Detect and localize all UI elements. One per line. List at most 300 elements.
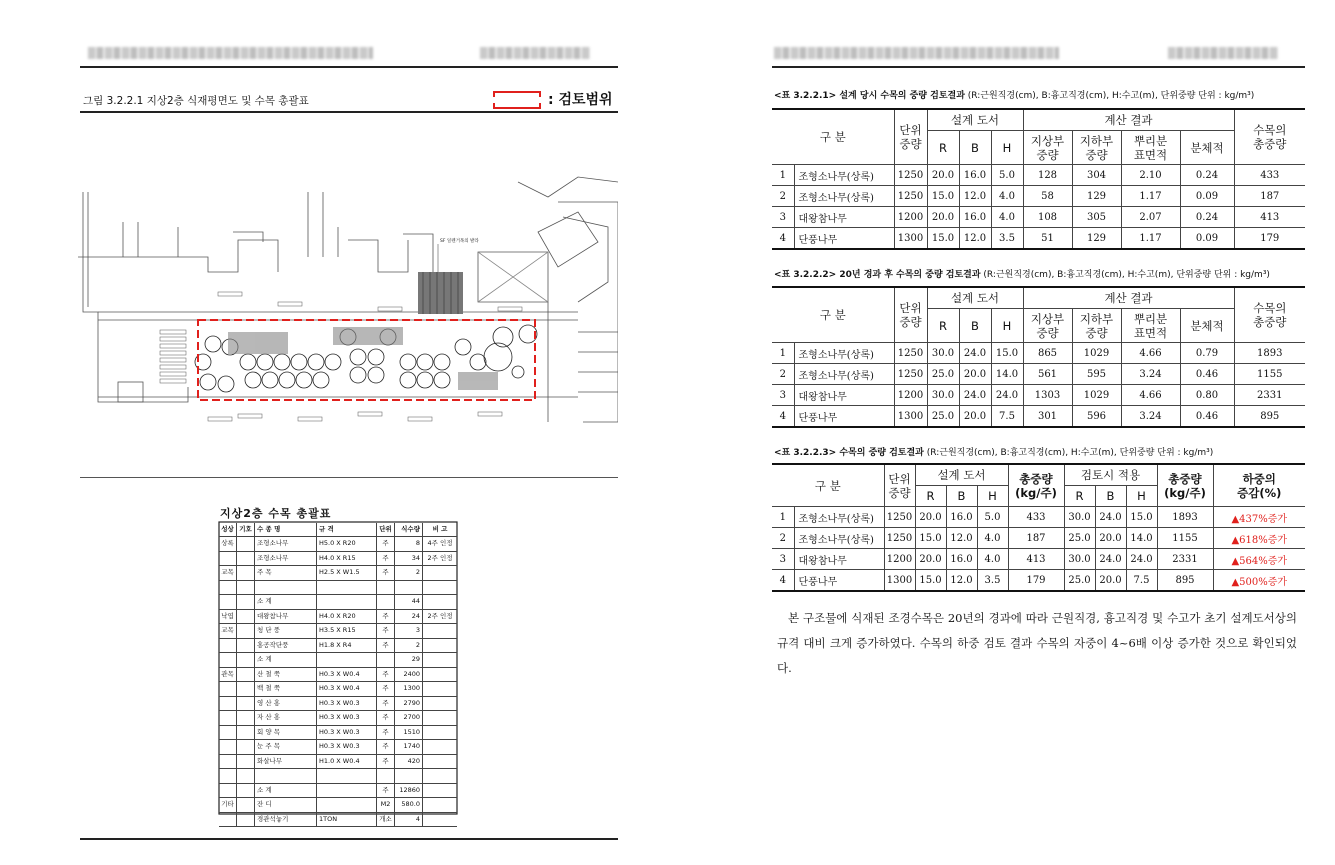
table-cell: 1250 (884, 528, 915, 549)
table-cell: 25.0 (927, 406, 959, 428)
tree-name: 대왕참나무 (794, 549, 884, 570)
row-index: 4 (772, 570, 794, 592)
table-cell: 3.24 (1121, 364, 1180, 385)
table-cell: 2.10 (1121, 165, 1180, 186)
schedule-cell (237, 595, 255, 609)
schedule-cell: 상록 (219, 537, 237, 551)
schedule-cell: H5.0 X R20 (317, 537, 377, 551)
schedule-cell (237, 711, 255, 725)
table-cell: 1029 (1072, 343, 1121, 364)
tree-name: 단풍나무 (794, 406, 894, 428)
th-design: 설계 도서 (915, 464, 1008, 486)
table-cell: 865 (1023, 343, 1072, 364)
schedule-cell (423, 697, 457, 711)
section-divider (80, 477, 618, 478)
table-cell: 20.0 (915, 507, 946, 528)
schedule-cell (237, 610, 255, 624)
schedule-header-cell: 성상 (219, 523, 237, 536)
blurred-running-header (88, 47, 373, 59)
table-cell: 1250 (894, 186, 927, 207)
table-cell: 433 (1008, 507, 1064, 528)
table-cell: 24.0 (1095, 549, 1126, 570)
schedule-cell (237, 682, 255, 696)
schedule-row (219, 581, 457, 596)
row-index: 1 (772, 165, 794, 186)
th-r: R (927, 131, 959, 165)
schedule-cell: H0.3 X W0.3 (317, 711, 377, 725)
table-cell: 1155 (1234, 364, 1305, 385)
table-cell: 25.0 (1064, 528, 1095, 549)
schedule-cell (219, 581, 237, 595)
table-cell: 1250 (894, 343, 927, 364)
table-cell: 0.09 (1180, 186, 1234, 207)
table-cell: 0.79 (1180, 343, 1234, 364)
schedule-cell: 4 (395, 813, 423, 827)
table-cell: 20.0 (1095, 528, 1126, 549)
schedule-cell (219, 697, 237, 711)
hatched-block (418, 272, 463, 314)
table-row (772, 186, 1305, 207)
table-cell: 0.80 (1180, 385, 1234, 406)
schedule-cell: 1740 (395, 740, 423, 754)
table-cell: 12.0 (959, 186, 991, 207)
table1-design-weight (772, 108, 1305, 250)
row-index: 2 (772, 186, 794, 207)
schedule-cell: 주 (377, 566, 395, 580)
schedule-cell: 주 목 (255, 566, 317, 580)
schedule-cell (219, 813, 237, 827)
schedule-cell (237, 668, 255, 682)
th-unit-weight: 단위 중량 (894, 109, 927, 165)
schedule-cell: 580.0 (395, 798, 423, 812)
th-b: B (959, 131, 991, 165)
table2-caption: <표 3.2.2.2> 20년 경과 후 수목의 중량 검토결과 (R:근원직경(cm), B:흉고직경(cm), H:수고(m), 단위중량 단위 : kg/m³) (774, 270, 1270, 280)
table-row (772, 528, 1305, 549)
row-index: 3 (772, 385, 794, 406)
schedule-row (219, 595, 457, 610)
schedule-cell: 교목 (219, 566, 237, 580)
table-cell: 0.24 (1180, 165, 1234, 186)
tree-name: 단풍나무 (794, 570, 884, 592)
th-unit-weight: 단위 중량 (894, 287, 927, 343)
schedule-cell (219, 769, 237, 783)
table-cell: 30.0 (927, 385, 959, 406)
schedule-cell: 12860 (395, 784, 423, 798)
table-cell: 129 (1072, 186, 1121, 207)
schedule-row (219, 798, 457, 813)
schedule-cell (219, 639, 237, 653)
schedule-row (219, 537, 457, 552)
table-cell: 25.0 (927, 364, 959, 385)
schedule-cell (423, 624, 457, 638)
table-cell: 1029 (1072, 385, 1121, 406)
schedule-cell: 29 (395, 653, 423, 667)
schedule-cell: H0.3 X W0.3 (317, 697, 377, 711)
table-cell: 595 (1072, 364, 1121, 385)
th-b: B (959, 309, 991, 343)
table-cell: 4.66 (1121, 343, 1180, 364)
schedule-cell: 2주 인정 (427, 611, 453, 620)
schedule-row (219, 740, 457, 755)
schedule-header-cell: 기호 (237, 523, 255, 536)
schedule-cell: 2400 (395, 668, 423, 682)
schedule-cell (317, 581, 377, 595)
schedule-cell: H1.8 X R4 (317, 639, 377, 653)
table-cell: 16.0 (959, 207, 991, 228)
table-cell: 4.66 (1121, 385, 1180, 406)
table-cell: 30.0 (1064, 507, 1095, 528)
schedule-cell: 주 (377, 624, 395, 638)
table-row (772, 406, 1305, 428)
th-h: H (977, 486, 1008, 507)
schedule-cell: 1300 (395, 682, 423, 696)
schedule-cell (219, 552, 237, 566)
table-cell: ▲500%증가 (1213, 570, 1305, 592)
schedule-cell: 주 (377, 726, 395, 740)
th-category: 구 분 (772, 464, 884, 507)
schedule-cell: H4.0 X R15 (317, 552, 377, 566)
schedule-cell (237, 740, 255, 754)
tree-name: 대왕참나무 (794, 207, 894, 228)
table2-body (772, 343, 1305, 428)
conclusion-text: 본 구조물에 식재된 조경수목은 20년의 경과에 따라 근원직경, 흉고직경 및 수고가 초기 설계도서상의 규격 대비 크게 증가하였다. 수목의 하중 검토 결과 수목의 자중이 4~6배 이상 증가한 것으로 확인되었다. (777, 611, 1297, 675)
th-root: 뿌리분 표면적 (1121, 309, 1180, 343)
th-review: 검토시 적용 (1064, 464, 1157, 486)
table-cell: 20.0 (927, 207, 959, 228)
schedule-cell (423, 653, 457, 667)
schedule-cell: 주 (377, 784, 395, 798)
schedule-cell (423, 566, 457, 580)
table-cell: 1200 (894, 385, 927, 406)
schedule-cell: 소 계 (255, 653, 317, 667)
table-cell: 1.17 (1121, 228, 1180, 250)
schedule-cell: 영 산 홍 (255, 697, 317, 711)
scope-legend-label: : 검토범위 (548, 92, 613, 108)
row-index: 1 (772, 343, 794, 364)
table-row (772, 207, 1305, 228)
schedule-cell: 1TON (317, 813, 377, 827)
header-rule (80, 66, 618, 68)
th-calc: 계산 결과 (1023, 287, 1234, 309)
th-total-design: 총중량 (kg/주) (1008, 464, 1064, 507)
table-cell: 433 (1234, 165, 1305, 186)
row-index: 3 (772, 549, 794, 570)
schedule-header-cell: 비 고 (432, 525, 448, 533)
schedule-cell: 2 (395, 639, 423, 653)
schedule-cell: 주 (377, 537, 395, 551)
table-cell: 24.0 (959, 385, 991, 406)
blurred-running-header-right (1168, 47, 1278, 59)
th-total: 수목의 총중량 (1234, 287, 1305, 343)
table-cell: 179 (1234, 228, 1305, 250)
table-row (772, 343, 1305, 364)
row-index: 2 (772, 528, 794, 549)
row-index: 1 (772, 507, 794, 528)
schedule-cell (237, 639, 255, 653)
table-cell: 187 (1234, 186, 1305, 207)
table-cell: 1893 (1234, 343, 1305, 364)
table1-body (772, 165, 1305, 250)
schedule-cell (423, 581, 457, 595)
schedule-cell: 3 (395, 624, 423, 638)
schedule-cell: 주 (377, 682, 395, 696)
table-cell: 5.0 (977, 507, 1008, 528)
schedule-row (219, 639, 457, 654)
table-cell: 14.0 (991, 364, 1023, 385)
footer-rule (80, 838, 618, 840)
schedule-cell: 1510 (395, 726, 423, 740)
th-total-review: 총중량 (kg/주) (1157, 464, 1213, 507)
table-cell: 1300 (894, 406, 927, 428)
schedule-title: 지상2층 수목 총괄표 (220, 507, 332, 520)
schedule-cell (237, 653, 255, 667)
schedule-cell: 관목 (219, 668, 237, 682)
row-index: 3 (772, 207, 794, 228)
table-cell: 2.07 (1121, 207, 1180, 228)
table-cell: 2331 (1234, 385, 1305, 406)
table-cell: 413 (1234, 207, 1305, 228)
plan-annotation: SF 일렌거목의 발라 (440, 239, 479, 244)
table-cell: 1.17 (1121, 186, 1180, 207)
schedule-row (219, 653, 457, 668)
table-cell: 25.0 (1064, 570, 1095, 592)
table-cell: 301 (1023, 406, 1072, 428)
schedule-cell: 조형소나무 (255, 537, 317, 551)
schedule-cell: 2790 (395, 697, 423, 711)
table-cell: 24.0 (991, 385, 1023, 406)
schedule-cell: 420 (395, 755, 423, 769)
table-cell: 14.0 (1126, 528, 1157, 549)
table-cell: 30.0 (927, 343, 959, 364)
schedule-cell: 주 (377, 755, 395, 769)
table-cell: 305 (1072, 207, 1121, 228)
th-volume: 분체적 (1180, 131, 1234, 165)
th-unit-weight: 단위 중량 (884, 464, 915, 507)
table3-caption: <표 3.2.2.3> 수목의 중량 검토결과 (R:근원직경(cm), B:흉고직경(cm), H:수고(m), 단위중량 단위 : kg/m³) (774, 448, 1214, 458)
schedule-cell: H0.3 X W0.3 (317, 726, 377, 740)
th-design: 설계 도서 (927, 287, 1023, 309)
header-rule (772, 66, 1305, 68)
th-h: H (991, 309, 1023, 343)
table-row (772, 570, 1305, 592)
schedule-cell: 34 (395, 552, 423, 566)
schedule-cell (423, 595, 457, 609)
schedule-cell: 회 양 목 (255, 726, 317, 740)
schedule-cell: 주 (377, 697, 395, 711)
schedule-cell (237, 552, 255, 566)
schedule-cell (219, 711, 237, 725)
schedule-cell (423, 769, 457, 783)
table-cell: 108 (1023, 207, 1072, 228)
table-cell: 1155 (1157, 528, 1213, 549)
table-cell: 12.0 (946, 570, 977, 592)
schedule-cell: H3.5 X R15 (317, 624, 377, 638)
schedule-row (219, 682, 457, 697)
schedule-cell: H0.3 X W0.4 (317, 668, 377, 682)
row-index: 4 (772, 406, 794, 428)
table-row (772, 364, 1305, 385)
table-cell: 16.0 (946, 549, 977, 570)
schedule-cell: 기타 (219, 798, 237, 812)
schedule-cell: 주 (377, 610, 395, 624)
table-cell: 3.5 (991, 228, 1023, 250)
table-cell: 895 (1234, 406, 1305, 428)
table-cell: 1200 (894, 207, 927, 228)
table-row (772, 549, 1305, 570)
schedule-header-cell: 수 종 명 (255, 523, 317, 536)
schedule-cell (423, 668, 457, 682)
schedule-cell (423, 726, 457, 740)
schedule-header-cell: 식수량 (395, 523, 423, 536)
schedule-cell (423, 740, 457, 754)
schedule-cell (377, 769, 395, 783)
schedule-cell: 백 철 쭉 (255, 682, 317, 696)
schedule-cell: 2주 인정 (427, 553, 453, 562)
table-cell: 304 (1072, 165, 1121, 186)
schedule-cell (317, 798, 377, 812)
table-cell: 128 (1023, 165, 1072, 186)
schedule-cell: 44 (395, 595, 423, 609)
schedule-cell: 24 (395, 610, 423, 624)
row-index: 4 (772, 228, 794, 250)
schedule-cell (255, 581, 317, 595)
schedule-cell: H1.0 X W0.4 (317, 755, 377, 769)
schedule-cell (255, 769, 317, 783)
table-cell: 1250 (884, 507, 915, 528)
tree-schedule-grid (219, 523, 457, 827)
schedule-cell: 낙엽 (219, 610, 237, 624)
table-cell: ▲437%증가 (1213, 507, 1305, 528)
schedule-row (219, 813, 457, 828)
th-design: 설계 도서 (927, 109, 1023, 131)
tree-name: 대왕참나무 (794, 385, 894, 406)
schedule-cell (377, 653, 395, 667)
th-root: 뿌리분 표면적 (1121, 131, 1180, 165)
table-cell: 15.0 (1126, 507, 1157, 528)
schedule-cell (317, 784, 377, 798)
schedule-cell: 교목 (219, 624, 237, 638)
table-cell: 596 (1072, 406, 1121, 428)
th-h: H (991, 131, 1023, 165)
table-cell: 1303 (1023, 385, 1072, 406)
schedule-cell: 주 (377, 552, 395, 566)
th-increase: 하중의 증감(%) (1213, 464, 1305, 507)
schedule-cell: 소 계 (255, 595, 317, 609)
schedule-cell: H0.3 X W0.4 (317, 682, 377, 696)
table-cell: 58 (1023, 186, 1072, 207)
table1-caption: <표 3.2.2.1> 설계 당시 수목의 중량 검토결과 (R:근원직경(cm), B:흉고직경(cm), H:수고(m), 단위중량 단위 : kg/m³) (774, 91, 1255, 101)
figure-title-rule (80, 111, 618, 113)
table-cell: 15.0 (991, 343, 1023, 364)
tree-name: 조형소나무(상록) (794, 507, 884, 528)
table-cell: 15.0 (927, 228, 959, 250)
schedule-cell (423, 711, 457, 725)
schedule-cell (237, 697, 255, 711)
schedule-cell (423, 798, 457, 812)
table-cell: 4.0 (991, 186, 1023, 207)
table-cell: 187 (1008, 528, 1064, 549)
schedule-cell: 소 계 (255, 784, 317, 798)
schedule-cell: 경관석놓기 (255, 813, 317, 827)
tree-name: 조형소나무(상록) (794, 165, 894, 186)
tree-name: 조형소나무(상록) (794, 528, 884, 549)
schedule-cell (423, 784, 457, 798)
schedule-cell (237, 566, 255, 580)
table-cell: 1200 (884, 549, 915, 570)
schedule-cell: 2 (395, 566, 423, 580)
table-cell: 20.0 (927, 165, 959, 186)
schedule-cell: 개소 (377, 813, 395, 827)
table-cell: 12.0 (959, 228, 991, 250)
th-category: 구 분 (772, 109, 894, 165)
schedule-cell (237, 581, 255, 595)
schedule-cell: 눈 주 목 (255, 740, 317, 754)
planting-plan-drawing (78, 172, 618, 432)
table-cell: ▲564%증가 (1213, 549, 1305, 570)
schedule-cell (423, 682, 457, 696)
schedule-cell (395, 769, 423, 783)
table-cell: 16.0 (959, 165, 991, 186)
schedule-header-cell: 단위 (377, 523, 395, 536)
schedule-cell: 화살나무 (255, 755, 317, 769)
schedule-row (219, 566, 457, 581)
th-above: 지상부 중량 (1023, 309, 1072, 343)
schedule-cell: M2 (377, 798, 395, 812)
schedule-cell (219, 726, 237, 740)
table-cell: 20.0 (959, 364, 991, 385)
schedule-cell: H2.5 X W1.5 (317, 566, 377, 580)
th-below: 지하부 중량 (1072, 309, 1121, 343)
schedule-row (219, 697, 457, 712)
schedule-cell (219, 682, 237, 696)
th-category: 구 분 (772, 287, 894, 343)
schedule-cell: 주 (377, 711, 395, 725)
tree-name: 조형소나무(상록) (794, 343, 894, 364)
table-cell: 16.0 (946, 507, 977, 528)
schedule-cell: 홍공작단풍 (255, 639, 317, 653)
schedule-row (219, 610, 457, 625)
table-cell: 24.0 (959, 343, 991, 364)
schedule-cell (237, 798, 255, 812)
schedule-row (219, 711, 457, 726)
table-cell: 20.0 (1095, 570, 1126, 592)
table-cell: 20.0 (959, 406, 991, 428)
table2-20yr-weight (772, 286, 1305, 428)
schedule-cell (219, 755, 237, 769)
th-r: R (927, 309, 959, 343)
table-cell: 4.0 (991, 207, 1023, 228)
schedule-cell (423, 813, 457, 827)
schedule-cell (237, 784, 255, 798)
table-cell: 3.5 (977, 570, 1008, 592)
th-h2: H (1126, 486, 1157, 507)
figure-title: 그림 3.2.2.1 지상2층 식재평면도 및 수목 총괄표 (83, 95, 309, 107)
schedule-cell: H0.3 X W0.3 (317, 740, 377, 754)
table-cell: 7.5 (991, 406, 1023, 428)
table-cell: 0.09 (1180, 228, 1234, 250)
table3-body (772, 507, 1305, 592)
schedule-cell: 주 (377, 740, 395, 754)
table-row (772, 385, 1305, 406)
th-total: 수목의 총중량 (1234, 109, 1305, 165)
table-cell: 15.0 (915, 528, 946, 549)
schedule-header-row (219, 523, 457, 537)
table-cell: ▲618%증가 (1213, 528, 1305, 549)
row-index: 2 (772, 364, 794, 385)
blurred-running-header-right (480, 47, 590, 59)
table-cell: 1893 (1157, 507, 1213, 528)
table-cell: 2331 (1157, 549, 1213, 570)
